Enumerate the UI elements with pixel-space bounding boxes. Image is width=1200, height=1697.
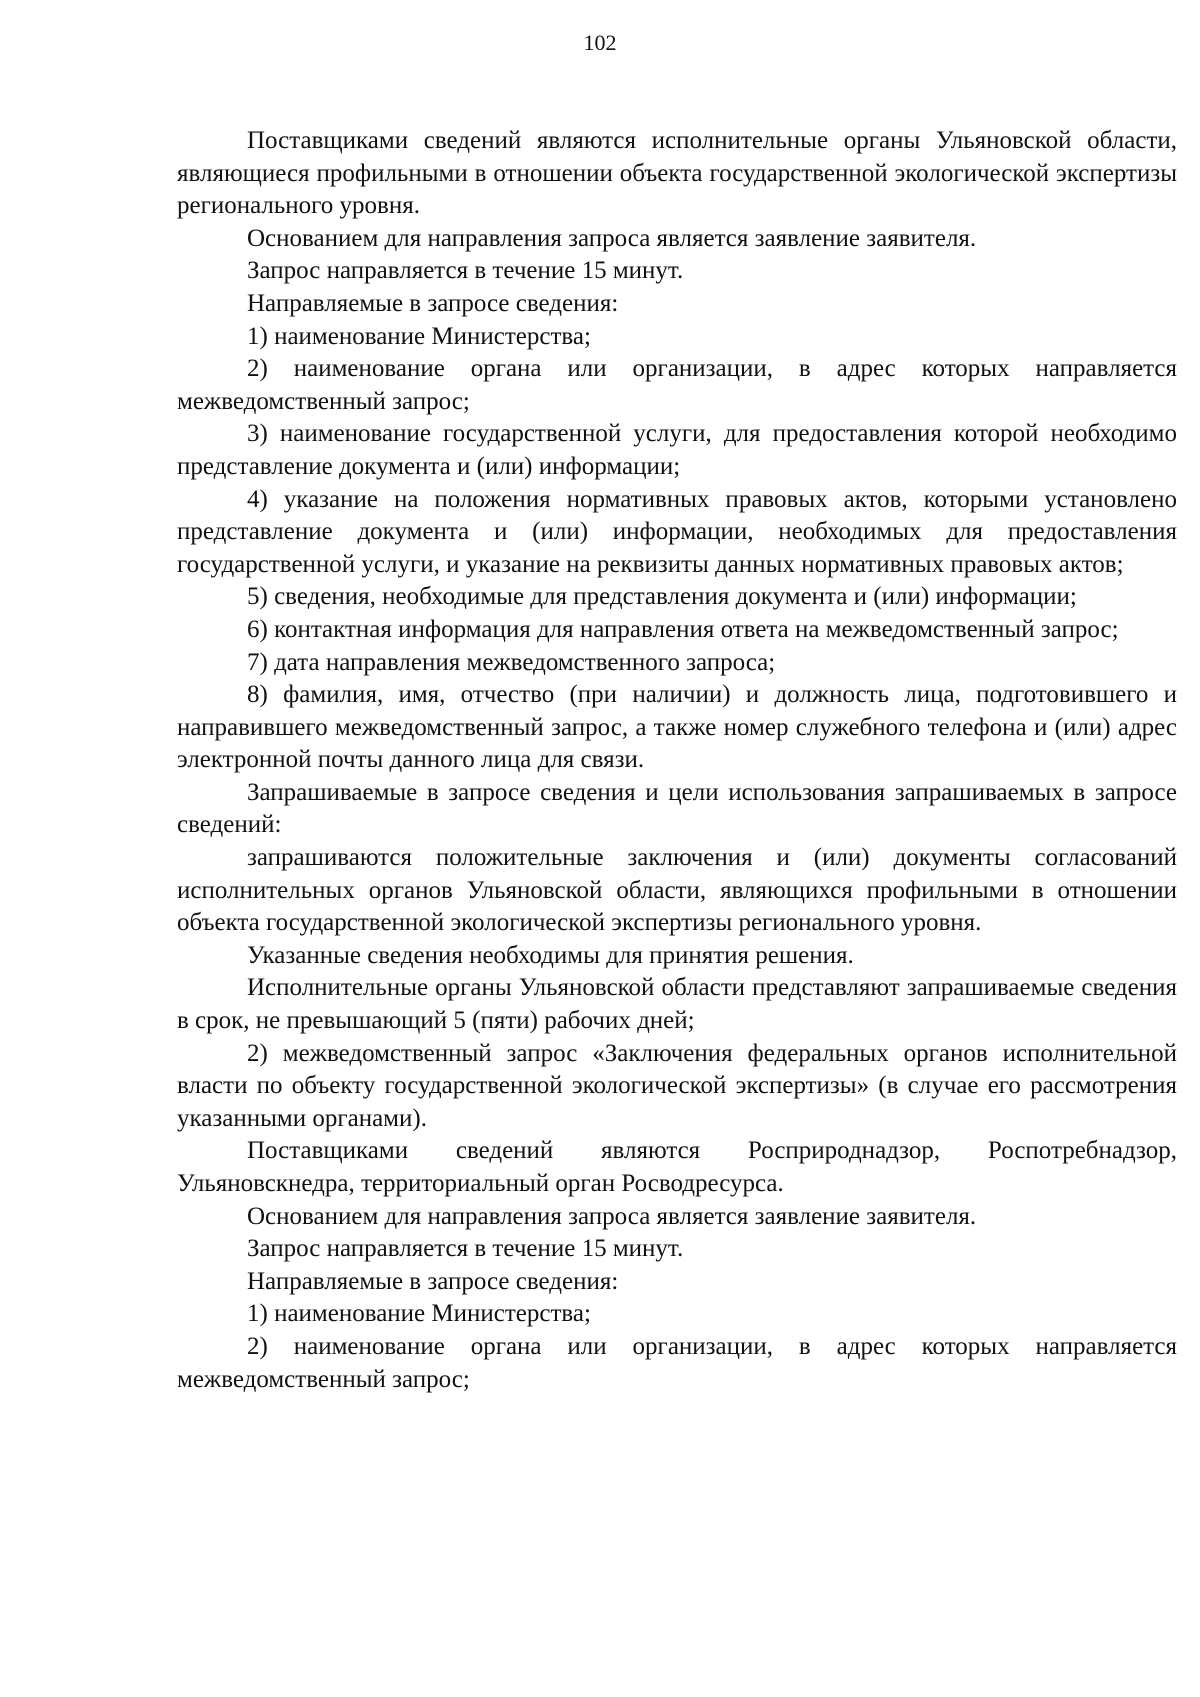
paragraph: Запрашиваемые в запросе сведения и цели использования запрашиваемых в запросе сведений: xyxy=(177,778,1177,839)
list-item: 3) наименование государственной услуги, для предоставления которой необходимо представление документа и (или) информации; xyxy=(177,420,1177,480)
list-item: 2) наименование органа или организации, в адрес которых направляется межведомственный запрос; xyxy=(177,1332,1177,1393)
list-item: 2) межведомственный запрос «Заключения федеральных органов исполнительной власти по объекту государственной экологической экспертизы» (в случае его рассмотрения указанными органами). xyxy=(177,1039,1177,1132)
list-item: 1) наименование Министерства; xyxy=(247,322,591,350)
paragraph: Поставщиками сведений являются исполнительные органы Ульяновской области, являющиеся профильными в отношении объекта государственной экологической экспертизы регионального уровня. xyxy=(177,127,1177,220)
list-item: 1) наименование Министерства; xyxy=(247,1300,591,1328)
paragraph: Указанные сведения необходимы для принятия решения. xyxy=(247,941,854,969)
document-body xyxy=(177,125,1177,1396)
paragraph: Направляемые в запросе сведения: xyxy=(247,1267,619,1295)
paragraph: Основанием для направления запроса является заявление заявителя. xyxy=(247,224,977,252)
paragraph: Основанием для направления запроса является заявление заявителя. xyxy=(247,1202,977,1230)
paragraph: Направляемые в запросе сведения: xyxy=(247,289,619,317)
paragraph: Запрос направляется в течение 15 минут. xyxy=(247,257,684,285)
list-item: 6) контактная информация для направления ответа на межведомственный запрос; xyxy=(247,615,1119,643)
paragraph: запрашиваются положительные заключения и (или) документы согласований исполнительных органов Ульяновской области, являющихся профильными в отношении объекта государственной экологической экспертизы регионального уровня. xyxy=(177,844,1177,937)
paragraph: Запрос направляется в течение 15 минут. xyxy=(247,1235,684,1263)
list-item: 7) дата направления межведомственного запроса; xyxy=(247,648,776,676)
page-number: 102 xyxy=(583,30,617,55)
list-item: 2) наименование органа или организации, в адрес которых направляется межведомственный запрос; xyxy=(177,355,1177,415)
list-item: 8) фамилия, имя, отчество (при наличии) и должность лица, подготовившего и направившего межведомственный запрос, а также номер служебного телефона и (или) адрес электронной почты данного лица для связи. xyxy=(177,681,1177,774)
list-item: 4) указание на положения нормативных правовых актов, которыми установлено представление документа и (или) информации, необходимых для предоставления государственной услуги, и указание на реквизиты данных нормативных правовых актов; xyxy=(177,485,1177,578)
list-item: 5) сведения, необходимые для представления документа и (или) информации; xyxy=(247,583,1077,611)
paragraph: Поставщиками сведений являются Росприроднадзор, Роспотребнадзор, Ульяновскнедра, территориальный орган Росводресурса. xyxy=(177,1137,1177,1197)
paragraph: Исполнительные органы Ульяновской области представляют запрашиваемые сведения в срок, не превышающий 5 (пяти) рабочих дней; xyxy=(177,974,1177,1035)
